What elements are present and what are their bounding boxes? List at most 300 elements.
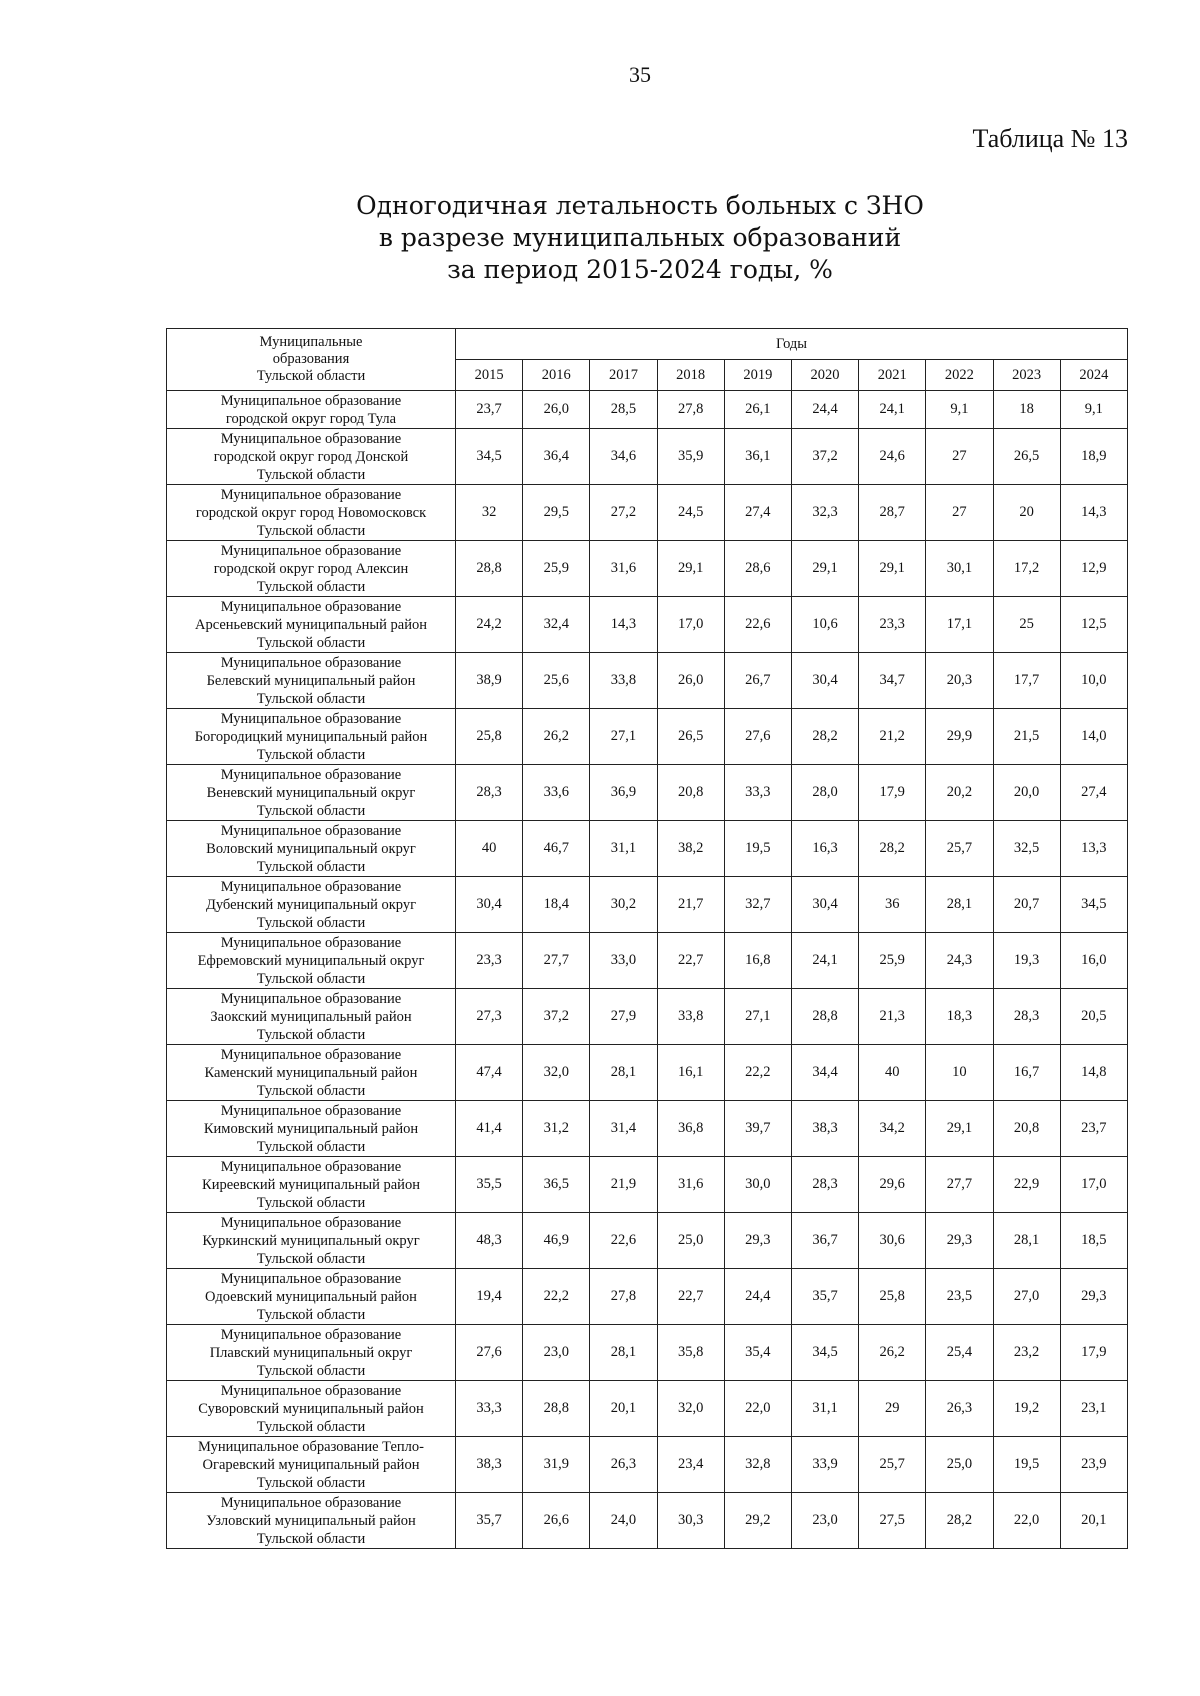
table-row — [167, 933, 1128, 989]
value-cell: 25,8 — [859, 1269, 926, 1325]
value-cell: 38,3 — [791, 1101, 858, 1157]
value-cell: 38,2 — [657, 821, 724, 877]
value-cell: 29 — [859, 1381, 926, 1437]
municipality-header-line: Тульской области — [256, 368, 366, 384]
value-cell: 40 — [859, 1045, 926, 1101]
year-header-2022: 2022 — [926, 360, 993, 391]
value-cell: 18,9 — [1060, 429, 1127, 485]
municipality-name-line: Муниципальное образование — [220, 392, 402, 409]
municipality-name-line: Тульской области — [256, 1082, 366, 1099]
value-cell: 19,4 — [456, 1269, 523, 1325]
value-cell: 22,2 — [523, 1269, 590, 1325]
value-cell: 47,4 — [456, 1045, 523, 1101]
table-row — [167, 541, 1128, 597]
value-cell: 27,1 — [724, 989, 791, 1045]
value-cell: 22,2 — [724, 1045, 791, 1101]
municipality-name-line: Муниципальное образование — [220, 1382, 402, 1399]
value-cell: 16,3 — [791, 821, 858, 877]
value-cell: 24,3 — [926, 933, 993, 989]
value-cell: 10,6 — [791, 597, 858, 653]
value-cell: 37,2 — [791, 429, 858, 485]
table-title — [300, 190, 980, 286]
municipality-name-line: Воловский муниципальный округ — [206, 840, 416, 857]
municipality-name-line: Плавский муниципальный округ — [209, 1344, 413, 1361]
value-cell: 30,1 — [926, 541, 993, 597]
value-cell: 16,8 — [724, 933, 791, 989]
value-cell: 33,3 — [456, 1381, 523, 1437]
year-header-2024: 2024 — [1060, 360, 1127, 391]
value-cell: 22,9 — [993, 1157, 1060, 1213]
value-cell: 17,9 — [859, 765, 926, 821]
value-cell: 20,1 — [590, 1381, 657, 1437]
municipality-name — [167, 1045, 456, 1101]
value-cell: 29,3 — [926, 1213, 993, 1269]
value-cell: 28,7 — [859, 485, 926, 541]
year-header-2015: 2015 — [456, 360, 523, 391]
municipality-name-line: Тульской области — [256, 1250, 366, 1267]
value-cell: 41,4 — [456, 1101, 523, 1157]
value-cell: 27,0 — [993, 1269, 1060, 1325]
value-cell: 16,7 — [993, 1045, 1060, 1101]
value-cell: 24,6 — [859, 429, 926, 485]
value-cell: 27,4 — [1060, 765, 1127, 821]
municipality-name-line: Тульской области — [256, 1418, 366, 1435]
value-cell: 32,7 — [724, 877, 791, 933]
municipality-name — [167, 933, 456, 989]
municipality-name-line: Тульской области — [256, 914, 366, 931]
municipality-name-line: Муниципальное образование — [220, 1326, 402, 1343]
value-cell: 29,5 — [523, 485, 590, 541]
value-cell: 22,0 — [724, 1381, 791, 1437]
value-cell: 30,4 — [791, 877, 858, 933]
value-cell: 46,7 — [523, 821, 590, 877]
value-cell: 38,9 — [456, 653, 523, 709]
municipality-name-line: Тульской области — [256, 746, 366, 763]
municipality-name — [167, 541, 456, 597]
municipality-name — [167, 1157, 456, 1213]
value-cell: 27,3 — [456, 989, 523, 1045]
value-cell: 12,9 — [1060, 541, 1127, 597]
value-cell: 9,1 — [926, 391, 993, 429]
value-cell: 14,8 — [1060, 1045, 1127, 1101]
table-row — [167, 1157, 1128, 1213]
value-cell: 13,3 — [1060, 821, 1127, 877]
value-cell: 26,2 — [523, 709, 590, 765]
value-cell: 36,1 — [724, 429, 791, 485]
municipality-name-line: Арсеньевский муниципальный район — [195, 616, 427, 633]
value-cell: 20,1 — [1060, 1493, 1127, 1549]
municipality-name-line: Муниципальное образование — [220, 1270, 402, 1287]
value-cell: 21,5 — [993, 709, 1060, 765]
value-cell: 21,9 — [590, 1157, 657, 1213]
value-cell: 48,3 — [456, 1213, 523, 1269]
value-cell: 20,3 — [926, 653, 993, 709]
municipality-name-line: Веневский муниципальный округ — [206, 784, 416, 801]
value-cell: 10,0 — [1060, 653, 1127, 709]
value-cell: 23,1 — [1060, 1381, 1127, 1437]
lethality-table — [166, 328, 1128, 1549]
value-cell: 29,3 — [724, 1213, 791, 1269]
value-cell: 29,3 — [1060, 1269, 1127, 1325]
municipality-name-line: Муниципальное образование — [220, 598, 402, 615]
municipality-name-line: Тульской области — [256, 578, 366, 595]
value-cell: 14,3 — [590, 597, 657, 653]
value-cell: 31,4 — [590, 1101, 657, 1157]
value-cell: 34,2 — [859, 1101, 926, 1157]
table-row — [167, 429, 1128, 485]
value-cell: 26,5 — [657, 709, 724, 765]
municipality-name-line: Заокский муниципальный район — [210, 1008, 412, 1025]
value-cell: 25,4 — [926, 1325, 993, 1381]
value-cell: 14,3 — [1060, 485, 1127, 541]
value-cell: 36 — [859, 877, 926, 933]
municipality-name-line: городской округ город Тула — [225, 410, 397, 427]
value-cell: 24,5 — [657, 485, 724, 541]
value-cell: 20,5 — [1060, 989, 1127, 1045]
municipality-name-line: Тульской области — [256, 634, 366, 651]
title-line: за период 2015-2024 годы, % — [447, 255, 833, 284]
table-row — [167, 1101, 1128, 1157]
value-cell: 25,7 — [859, 1437, 926, 1493]
value-cell: 33,8 — [590, 653, 657, 709]
value-cell: 29,1 — [657, 541, 724, 597]
municipality-name-line: Тульской области — [256, 466, 366, 483]
value-cell: 25,9 — [523, 541, 590, 597]
value-cell: 20,8 — [657, 765, 724, 821]
value-cell: 26,0 — [657, 653, 724, 709]
municipality-name — [167, 709, 456, 765]
value-cell: 38,3 — [456, 1437, 523, 1493]
value-cell: 14,0 — [1060, 709, 1127, 765]
value-cell: 35,9 — [657, 429, 724, 485]
municipality-name — [167, 597, 456, 653]
value-cell: 27,6 — [456, 1325, 523, 1381]
value-cell: 27 — [926, 429, 993, 485]
value-cell: 17,2 — [993, 541, 1060, 597]
value-cell: 28,1 — [926, 877, 993, 933]
value-cell: 29,1 — [926, 1101, 993, 1157]
value-cell: 46,9 — [523, 1213, 590, 1269]
municipality-name — [167, 1493, 456, 1549]
value-cell: 20,0 — [993, 765, 1060, 821]
municipality-name — [167, 765, 456, 821]
value-cell: 12,5 — [1060, 597, 1127, 653]
municipality-name-line: Тульской области — [256, 690, 366, 707]
year-header-2017: 2017 — [590, 360, 657, 391]
value-cell: 22,7 — [657, 1269, 724, 1325]
value-cell: 19,3 — [993, 933, 1060, 989]
municipality-name — [167, 1381, 456, 1437]
value-cell: 29,6 — [859, 1157, 926, 1213]
value-cell: 34,7 — [859, 653, 926, 709]
table-row — [167, 1325, 1128, 1381]
value-cell: 26,3 — [590, 1437, 657, 1493]
table-body — [167, 391, 1128, 1549]
value-cell: 28,6 — [724, 541, 791, 597]
header-row — [167, 329, 1128, 360]
municipality-name-line: городской округ город Донской — [213, 448, 409, 465]
value-cell: 25,9 — [859, 933, 926, 989]
value-cell: 29,1 — [859, 541, 926, 597]
value-cell: 24,0 — [590, 1493, 657, 1549]
value-cell: 32,0 — [657, 1381, 724, 1437]
table-row — [167, 1045, 1128, 1101]
municipality-name — [167, 989, 456, 1045]
table-row — [167, 989, 1128, 1045]
value-cell: 30,2 — [590, 877, 657, 933]
value-cell: 35,4 — [724, 1325, 791, 1381]
value-cell: 21,7 — [657, 877, 724, 933]
value-cell: 28,2 — [791, 709, 858, 765]
value-cell: 30,0 — [724, 1157, 791, 1213]
value-cell: 23,9 — [1060, 1437, 1127, 1493]
value-cell: 28,3 — [993, 989, 1060, 1045]
table-row — [167, 1213, 1128, 1269]
table-row — [167, 485, 1128, 541]
value-cell: 22,6 — [590, 1213, 657, 1269]
value-cell: 28,2 — [859, 821, 926, 877]
value-cell: 33,0 — [590, 933, 657, 989]
table-row — [167, 877, 1128, 933]
value-cell: 39,7 — [724, 1101, 791, 1157]
municipality-name-line: Муниципальное образование — [220, 430, 402, 447]
municipality-name-line: Тульской области — [256, 1474, 366, 1491]
value-cell: 32,3 — [791, 485, 858, 541]
value-cell: 31,2 — [523, 1101, 590, 1157]
value-cell: 26,1 — [724, 391, 791, 429]
value-cell: 36,5 — [523, 1157, 590, 1213]
value-cell: 23,3 — [859, 597, 926, 653]
municipality-name — [167, 1101, 456, 1157]
year-header-2016: 2016 — [523, 360, 590, 391]
value-cell: 24,4 — [724, 1269, 791, 1325]
value-cell: 21,3 — [859, 989, 926, 1045]
municipality-name-line: Дубенский муниципальный округ — [205, 896, 417, 913]
value-cell: 20,7 — [993, 877, 1060, 933]
year-header-2023: 2023 — [993, 360, 1060, 391]
value-cell: 18,4 — [523, 877, 590, 933]
value-cell: 20 — [993, 485, 1060, 541]
municipality-name-line: Тульской области — [256, 1194, 366, 1211]
value-cell: 19,5 — [993, 1437, 1060, 1493]
value-cell: 28,5 — [590, 391, 657, 429]
value-cell: 23,7 — [456, 391, 523, 429]
municipality-name-line: Муниципальное образование — [220, 1158, 402, 1175]
value-cell: 24,1 — [791, 933, 858, 989]
municipality-name-line: Муниципальное образование Тепло- — [198, 1438, 424, 1455]
value-cell: 25 — [993, 597, 1060, 653]
value-cell: 34,5 — [1060, 877, 1127, 933]
municipality-name — [167, 821, 456, 877]
value-cell: 18 — [993, 391, 1060, 429]
municipality-name — [167, 653, 456, 709]
value-cell: 26,0 — [523, 391, 590, 429]
value-cell: 23,0 — [791, 1493, 858, 1549]
value-cell: 27,1 — [590, 709, 657, 765]
title-line: в разрезе муниципальных образований — [378, 223, 902, 252]
municipality-name-line: Муниципальное образование — [220, 486, 402, 503]
value-cell: 28,3 — [791, 1157, 858, 1213]
table-row — [167, 391, 1128, 429]
value-cell: 22,0 — [993, 1493, 1060, 1549]
municipality-name — [167, 391, 456, 429]
municipality-name-line: Куркинский муниципальный округ — [202, 1232, 420, 1249]
municipality-header-line: Муниципальные — [259, 334, 363, 350]
value-cell: 32 — [456, 485, 523, 541]
municipality-name — [167, 485, 456, 541]
municipality-name-line: Муниципальное образование — [220, 654, 402, 671]
municipality-name-line: Суворовский муниципальный район — [198, 1400, 424, 1417]
municipality-name — [167, 429, 456, 485]
value-cell: 35,7 — [456, 1493, 523, 1549]
value-cell: 33,9 — [791, 1437, 858, 1493]
municipality-name — [167, 1213, 456, 1269]
value-cell: 26,3 — [926, 1381, 993, 1437]
municipality-name-line: Тульской области — [256, 1138, 366, 1155]
value-cell: 28,1 — [590, 1325, 657, 1381]
municipality-name-line: Муниципальное образование — [220, 1214, 402, 1231]
value-cell: 31,9 — [523, 1437, 590, 1493]
municipality-name-line: Тульской области — [256, 1306, 366, 1323]
municipality-name-line: Муниципальное образование — [220, 1046, 402, 1063]
years-header: Годы — [456, 329, 1128, 360]
value-cell: 24,4 — [791, 391, 858, 429]
municipality-name-line: Муниципальное образование — [220, 1494, 402, 1511]
value-cell: 28,1 — [993, 1213, 1060, 1269]
value-cell: 33,3 — [724, 765, 791, 821]
value-cell: 28,0 — [791, 765, 858, 821]
value-cell: 27,2 — [590, 485, 657, 541]
value-cell: 17,0 — [657, 597, 724, 653]
value-cell: 26,2 — [859, 1325, 926, 1381]
value-cell: 37,2 — [523, 989, 590, 1045]
value-cell: 17,1 — [926, 597, 993, 653]
value-cell: 24,1 — [859, 391, 926, 429]
value-cell: 27,8 — [590, 1269, 657, 1325]
municipality-name-line: Муниципальное образование — [220, 822, 402, 839]
value-cell: 27,5 — [859, 1493, 926, 1549]
table-label: Таблица № 13 — [972, 124, 1128, 153]
value-cell: 32,4 — [523, 597, 590, 653]
value-cell: 25,7 — [926, 821, 993, 877]
value-cell: 30,6 — [859, 1213, 926, 1269]
value-cell: 22,6 — [724, 597, 791, 653]
municipality-name-line: Кимовский муниципальный район — [203, 1120, 419, 1137]
table-row — [167, 765, 1128, 821]
value-cell: 27,7 — [523, 933, 590, 989]
value-cell: 32,5 — [993, 821, 1060, 877]
value-cell: 35,5 — [456, 1157, 523, 1213]
municipality-name-line: Белевский муниципальный район — [206, 672, 416, 689]
value-cell: 21,2 — [859, 709, 926, 765]
value-cell: 31,6 — [657, 1157, 724, 1213]
table-row — [167, 653, 1128, 709]
value-cell: 36,8 — [657, 1101, 724, 1157]
value-cell: 29,1 — [791, 541, 858, 597]
value-cell: 34,5 — [456, 429, 523, 485]
value-cell: 26,5 — [993, 429, 1060, 485]
municipality-name-line: Киреевский муниципальный район — [202, 1176, 420, 1193]
municipality-header-line: образования — [272, 351, 350, 367]
municipality-name — [167, 1325, 456, 1381]
table-row — [167, 1381, 1128, 1437]
value-cell: 27,8 — [657, 391, 724, 429]
municipality-name-line: Тульской области — [256, 858, 366, 875]
value-cell: 27,4 — [724, 485, 791, 541]
value-cell: 30,4 — [456, 877, 523, 933]
value-cell: 27 — [926, 485, 993, 541]
value-cell: 25,0 — [657, 1213, 724, 1269]
value-cell: 25,8 — [456, 709, 523, 765]
title-line: Одногодичная летальность больных с ЗНО — [356, 191, 924, 220]
value-cell: 23,4 — [657, 1437, 724, 1493]
municipality-name-line: Богородицкий муниципальный район — [194, 728, 428, 745]
table-row — [167, 1437, 1128, 1493]
page-number: 35 — [629, 62, 651, 87]
value-cell: 23,0 — [523, 1325, 590, 1381]
value-cell: 20,2 — [926, 765, 993, 821]
value-cell: 16,1 — [657, 1045, 724, 1101]
value-cell: 18,3 — [926, 989, 993, 1045]
municipality-name-line: Муниципальное образование — [220, 990, 402, 1007]
municipality-name-line: городской округ город Алексин — [213, 560, 409, 577]
municipality-name-line: Тульской области — [256, 970, 366, 987]
value-cell: 17,9 — [1060, 1325, 1127, 1381]
table-row — [167, 1493, 1128, 1549]
value-cell: 30,3 — [657, 1493, 724, 1549]
value-cell: 34,4 — [791, 1045, 858, 1101]
value-cell: 9,1 — [1060, 391, 1127, 429]
value-cell: 20,8 — [993, 1101, 1060, 1157]
table-row — [167, 1269, 1128, 1325]
value-cell: 25,6 — [523, 653, 590, 709]
value-cell: 28,8 — [456, 541, 523, 597]
value-cell: 26,7 — [724, 653, 791, 709]
value-cell: 33,8 — [657, 989, 724, 1045]
municipality-name — [167, 1437, 456, 1493]
value-cell: 32,8 — [724, 1437, 791, 1493]
municipality-name-line: Ефремовский муниципальный округ — [197, 952, 425, 969]
value-cell: 28,8 — [791, 989, 858, 1045]
table-row — [167, 821, 1128, 877]
value-cell: 23,5 — [926, 1269, 993, 1325]
value-cell: 31,1 — [590, 821, 657, 877]
municipality-name-line: Тульской области — [256, 1362, 366, 1379]
value-cell: 24,2 — [456, 597, 523, 653]
value-cell: 36,9 — [590, 765, 657, 821]
year-header-2020: 2020 — [791, 360, 858, 391]
municipality-name-line: Муниципальное образование — [220, 542, 402, 559]
municipality-name-line: Муниципальное образование — [220, 934, 402, 951]
value-cell: 29,9 — [926, 709, 993, 765]
value-cell: 34,5 — [791, 1325, 858, 1381]
municipality-name-line: Каменский муниципальный район — [204, 1064, 418, 1081]
value-cell: 35,7 — [791, 1269, 858, 1325]
value-cell: 19,5 — [724, 821, 791, 877]
municipality-header — [167, 329, 456, 391]
value-cell: 18,5 — [1060, 1213, 1127, 1269]
municipality-name — [167, 877, 456, 933]
value-cell: 31,1 — [791, 1381, 858, 1437]
value-cell: 33,6 — [523, 765, 590, 821]
municipality-name-line: Муниципальное образование — [220, 878, 402, 895]
value-cell: 23,2 — [993, 1325, 1060, 1381]
municipality-name-line: городской округ город Новомосковск — [195, 504, 427, 521]
value-cell: 23,7 — [1060, 1101, 1127, 1157]
value-cell: 22,7 — [657, 933, 724, 989]
value-cell: 19,2 — [993, 1381, 1060, 1437]
value-cell: 36,7 — [791, 1213, 858, 1269]
